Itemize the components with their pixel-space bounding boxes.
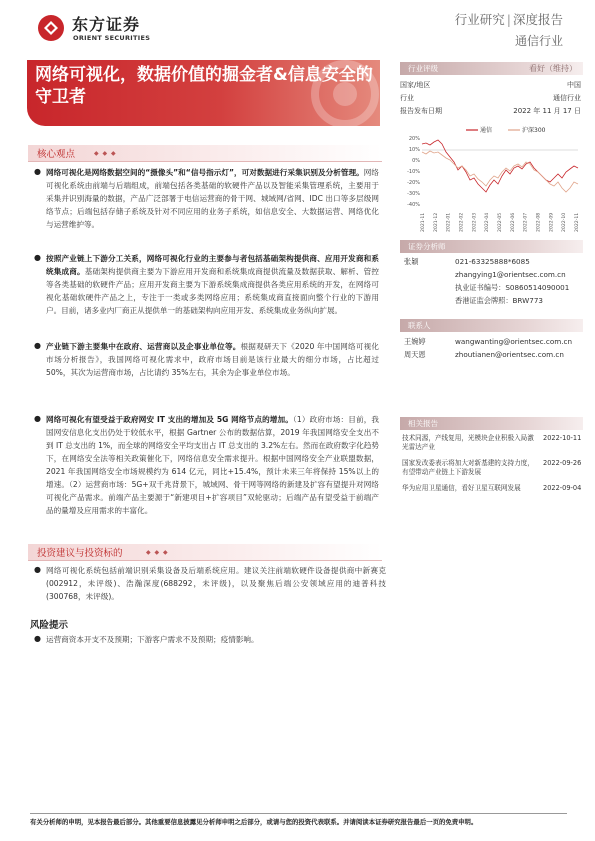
chart-legend [466, 126, 546, 134]
core-point-3-lead: 产业链下游主要集中在政府、运营商以及企事业单位等。 [46, 342, 241, 351]
x-tick-label: 2022-05 [498, 212, 503, 232]
rating-header-label: 行业评级 [408, 64, 438, 73]
y-tick-label: -20% [407, 180, 420, 186]
risk-title: 风险提示 [30, 620, 69, 631]
contact-header-label: 联系人 [408, 321, 431, 330]
related-header [400, 417, 583, 430]
series-line-comm [422, 140, 578, 192]
related-report-1[interactable]: 国家发改委表示将加大对新基建的支持力度，有望带动产业链上下游发展 [402, 459, 534, 476]
related-report-0[interactable]: 技术同源，产线复用，光模块企业积极入局激光雷达产业 [402, 434, 534, 451]
analyst-email[interactable]: zhangying1@orientsec.com.cn [455, 270, 566, 279]
related-report-date-2: 2022-09-04 [543, 484, 582, 492]
x-tick-label: 2022-04 [485, 212, 491, 232]
bullet-icon: ● [34, 634, 41, 643]
analyst-header [400, 240, 583, 253]
related-header-label: 相关报告 [408, 419, 438, 428]
y-tick-label: 10% [408, 147, 420, 153]
industry-label: 通信行业 [514, 34, 563, 48]
related-report-date-0: 2022-10-11 [543, 434, 582, 442]
bullet-icon: ● [34, 414, 41, 423]
rating-value-1: 通信行业 [553, 94, 581, 102]
rating-value: 看好（维持） [529, 64, 577, 73]
contact-name-1: 周天恩 [404, 350, 426, 359]
x-tick-label: 2022-11 [575, 212, 580, 232]
x-tick-label: 2022-09 [549, 212, 555, 232]
bullet-icon: ● [34, 565, 41, 574]
x-tick-label: 2022-06 [510, 212, 516, 232]
series-line-hs300 [422, 151, 578, 192]
related-report-date-1: 2022-09-26 [543, 459, 582, 467]
report-category: 行业研究 | 深度报告 [454, 12, 563, 27]
investment-title: 投资建议与投资标的 [37, 548, 123, 559]
disclaimer-footer: 有关分析师的申明，见本报告最后部分。其他重要信息披露见分析师申明之后部分，或请与您的投资代表联系。并请阅读本证券研究报告最后一页的免责申明。 [30, 813, 567, 826]
analyst-cert: 执业证书编号：S0860514090001 [455, 283, 570, 292]
core-point-2-body: 基础架构提供商主要为下游应用开发商和系统集成商提供流量及数据获取、解析、管控等各类基础的软硬件产品；应用开发商主要为下游系统集成商提供各类应用系统的开发，在网络可视化基础软硬件产品之上，专注于一类或多类网络应用；系统集成商直接面向整个行业的下游用户。目前，诸多业内厂商正从提供单一的基础架构向应用开发、系统集成业务纵向扩展。 [46, 267, 380, 315]
bullet-icon: ● [34, 253, 41, 262]
legend-label-1: 通信 [480, 127, 493, 134]
y-tick-label: -10% [407, 169, 420, 175]
core-point-2 [46, 252, 379, 317]
report-title: 网络可视化，数据价值的掘金者&信息安全的守卫者 [35, 65, 373, 107]
brand-name-cn: 东方证券 [72, 15, 141, 34]
contact-name-0: 王婉婷 [404, 337, 426, 346]
contact-email-0[interactable]: wangwanting@orientsec.com.cn [455, 337, 573, 346]
performance-chart [400, 122, 583, 234]
y-tick-label: -40% [407, 202, 420, 208]
analyst-header-label: 证券分析师 [408, 242, 446, 251]
x-axis-labels [420, 213, 580, 232]
orient-logo-icon [36, 14, 66, 42]
brand-name-en: ORIENT SECURITIES [73, 34, 151, 42]
core-point-1-body: 网络可视化系统由前端与后端组成，前端包括各类基础的软硬件产品以及智能采集管理系统，主要用于采集并识别海量的数据，产品广泛部署于电信运营商的骨干网、城域网/省网、IDC 出口等多层级网络节点；后端包括存储子系统及针对不同应用的业务子系统，如信息安全、大数据运营、网络优化与运营维护等。 [46, 168, 379, 229]
x-tick-label: 2022-02 [459, 212, 465, 232]
contact-email-1[interactable]: zhoutianen@orientsec.com.cn [455, 350, 564, 359]
x-tick-label: 2022-03 [472, 212, 478, 232]
header-dots-icon: ◆ ◆ ◆ [146, 549, 169, 556]
y-tick-label: 0% [412, 158, 420, 164]
core-point-1 [46, 166, 379, 231]
y-tick-label: -30% [407, 191, 420, 197]
investment-header [28, 544, 382, 561]
core-point-2-lead: 按照产业链上下游分工关系，网络可视化行业的主要参与者包括基础架构提供商、应用开发商和系统集成商。 [46, 254, 379, 276]
x-tick-label: 2021-12 [433, 212, 439, 232]
y-axis-labels [407, 136, 420, 208]
analyst-hk-license: 香港证监会牌照：BRW773 [455, 296, 543, 305]
report-type-label: 深度报告 [512, 12, 563, 27]
x-tick-label: 2022-08 [536, 212, 542, 232]
x-tick-label: 2022-10 [562, 212, 568, 232]
risk-point: 运营商资本开支不及预期；下游客户需求不及预期；疫情影响。 [46, 635, 259, 644]
related-report-2[interactable]: 华为应用卫星通信，看好卫星互联网发展 [402, 484, 521, 492]
bullet-icon: ● [34, 167, 41, 176]
core-view-title: 核心观点 [37, 149, 76, 160]
core-point-4-lead: 网络可视化有望受益于政府网安 IT 支出的增加及 5G 网络节点的增加。 [46, 415, 293, 424]
x-tick-label: 2021-11 [421, 212, 426, 232]
core-point-1-lead: 网络可视化是网络数据空间的“摄像头”和“信号指示灯”，可对数据进行采集识别及分析管理。 [46, 168, 364, 177]
contact-header [400, 319, 583, 332]
core-view-header [28, 145, 382, 162]
title-banner [27, 60, 380, 126]
rating-label-0: 国家/地区 [400, 81, 431, 89]
core-point-4-body: （1）政府市场：目前，我国网安信息化支出仍处于较低水平，根据 Gartner 公布的数据估算，2019 年我国网络安全支出不到 IT 总支出的 1%，而全球的网络安全平均支出占 IT 总支出的 3.2%左右。然而在政府数字化趋势下，在网络安全法等相关政策催化下，网络信息安全需求提升。根据中国网络安全产业联盟数据，2021 年我国网络安全市场规模约为 614 亿元，同比+15.4%，预计未来三年将保持 15%以上的增速。（2）运营商市场：5G+双千兆背景下，城域网、骨干网等网络的新建及扩容有望提升对网络可视化产品需求。前端产品主要源于“新建项目+扩容项目”双轮驱动；后端产品有望受益于前端产品的量增及应用需求的丰富化。 [46, 415, 380, 515]
rating-label-1: 行业 [400, 94, 414, 102]
analyst-name: 张颖 [404, 257, 419, 266]
rating-label-2: 报告发布日期 [400, 107, 442, 115]
rating-header [400, 62, 583, 75]
analyst-phone: 021-63325888*6085 [455, 257, 530, 266]
investment-point: 网络可视化系统包括前端识别采集设备及后端系统应用。建议关注前端软硬件设备提供商中新赛克(002912，未评级)、浩瀚深度(688292，未评级)，以及聚焦后端公安领域应用的迪普科技(300768，未评级)。 [46, 566, 386, 601]
core-point-4 [46, 413, 379, 517]
x-tick-label: 2022-07 [523, 212, 529, 232]
rating-value-0: 中国 [567, 81, 581, 89]
y-tick-label: 20% [408, 136, 420, 142]
core-point-3-body: 根据观研天下《2020 年中国网络可视化市场分析报告》，我国网络可视化需求中，政府市场目前是该行业最大的细分市场，占比超过 50%，其次为运营商市场，占比请约 35%左右，其余为企事业单位市场。 [46, 342, 379, 377]
core-point-3 [46, 340, 379, 379]
header-dots-icon: ◆ ◆ ◆ [94, 150, 117, 157]
bullet-icon: ● [34, 341, 41, 350]
report-category-label: 行业研究 [454, 12, 505, 27]
x-tick-label: 2022-01 [446, 212, 452, 232]
legend-label-2: 沪深300 [522, 127, 546, 134]
rating-value-2: 2022 年 11 月 17 日 [513, 107, 581, 115]
